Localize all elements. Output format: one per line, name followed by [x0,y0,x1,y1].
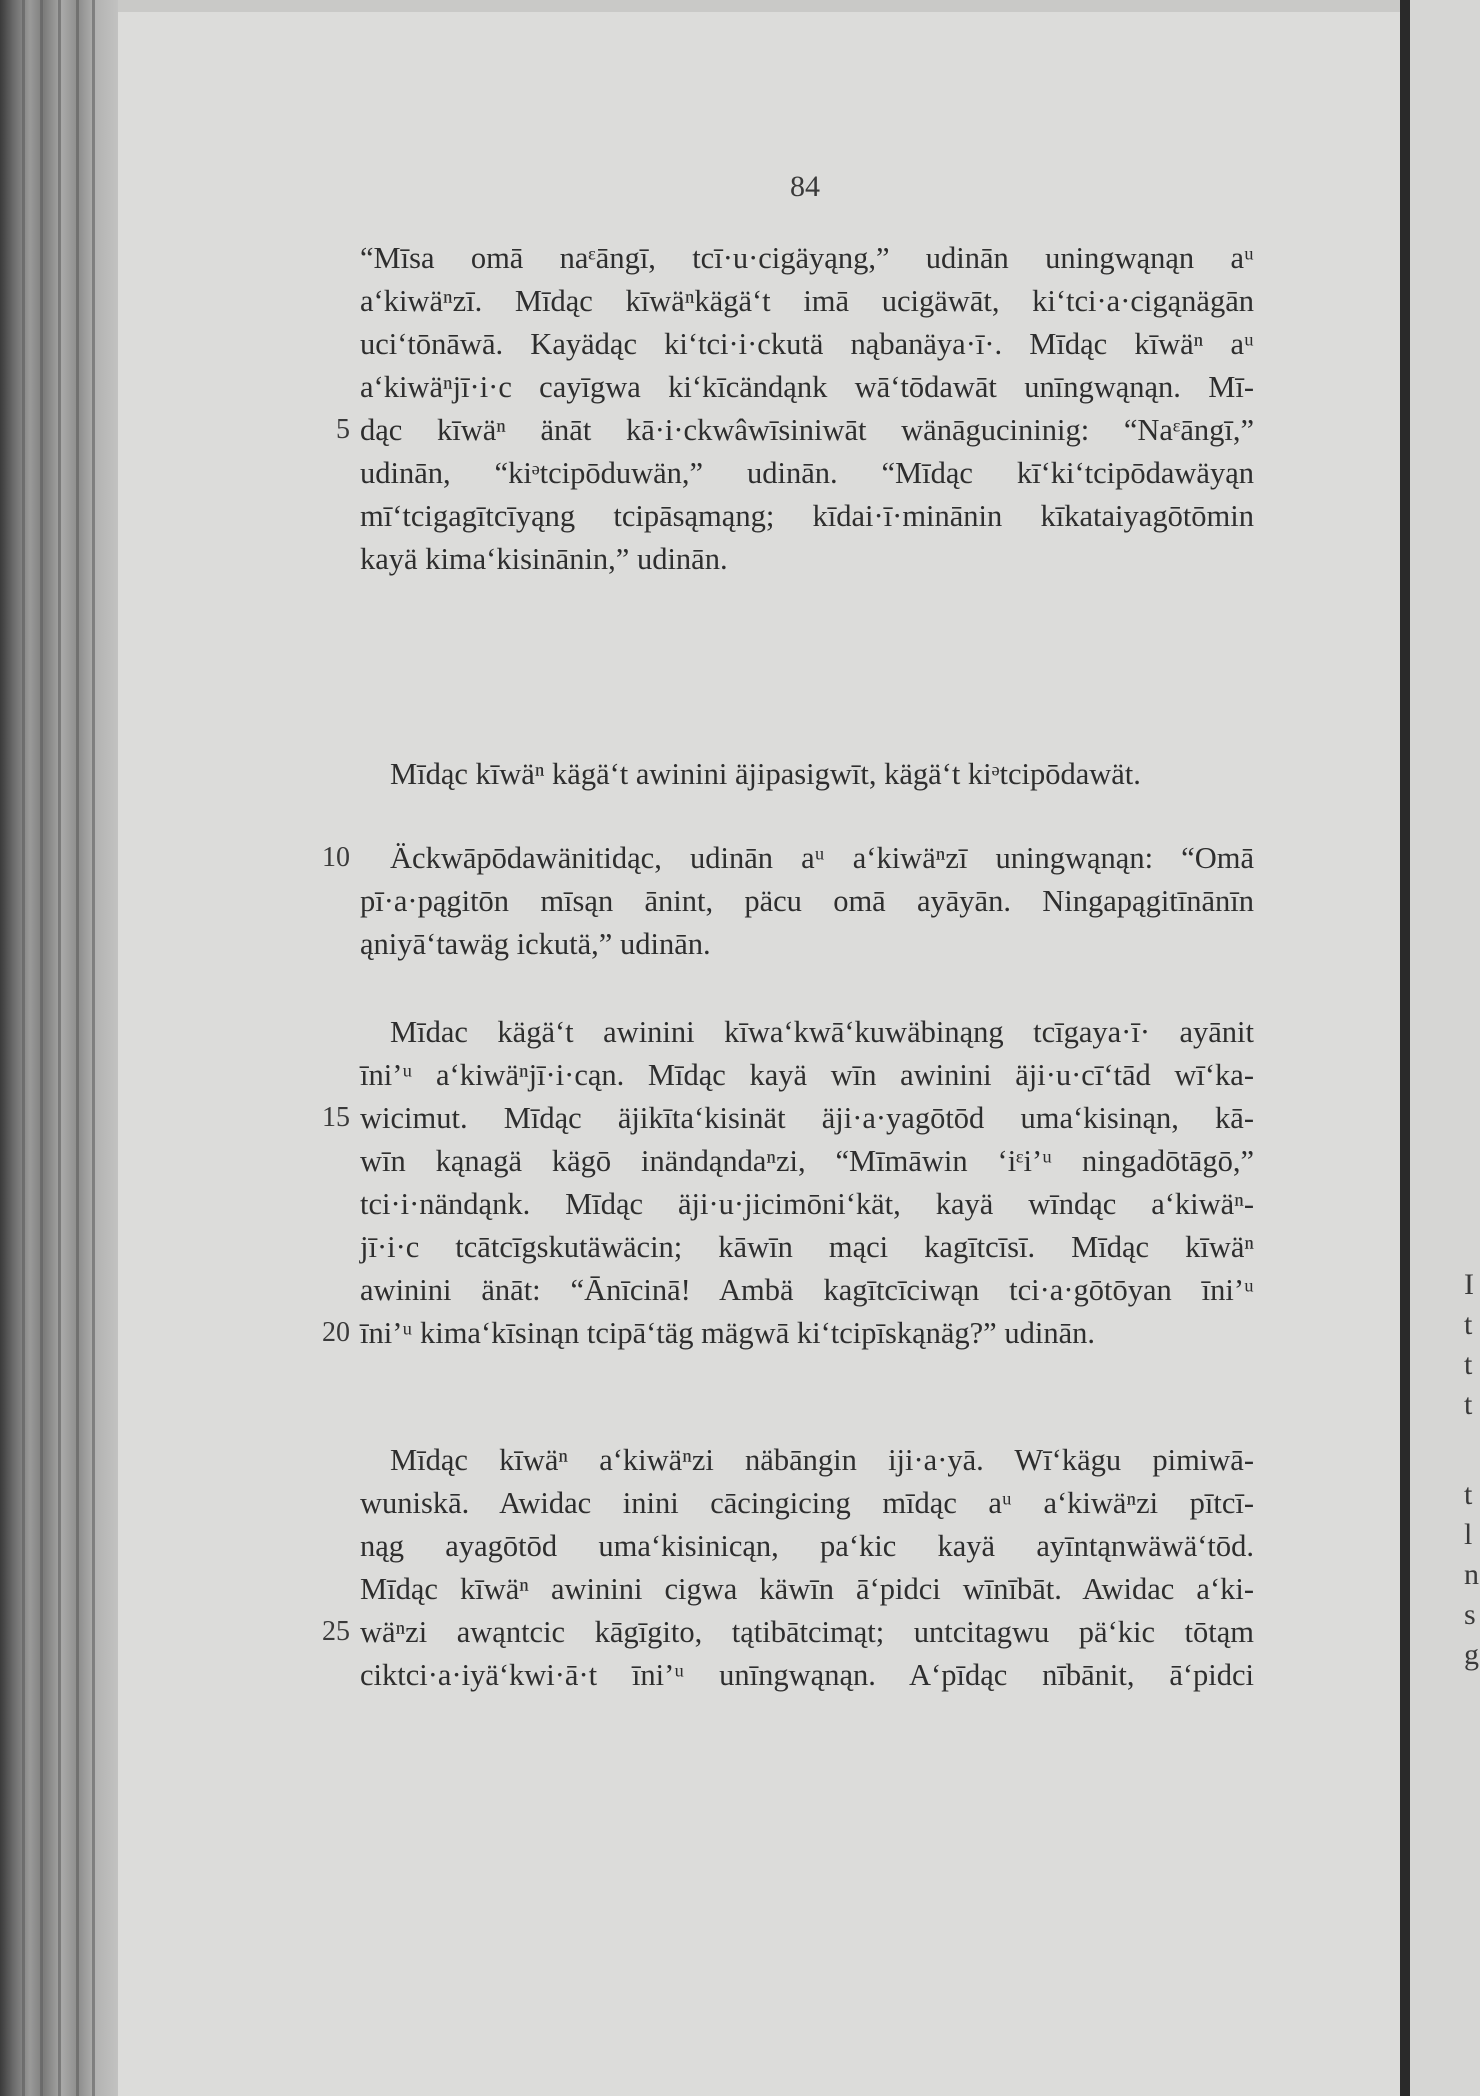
text-line: ąniyā‘tawäg ickutä,” udinān. [360,927,711,961]
facing-page-edge [1410,0,1480,2096]
facing-page-fragment: n [1464,1558,1479,1591]
line-number: 15 [322,1102,350,1133]
text-line: mī‘tcigagītcīyąng tcipāsąmąng; kīdai·ī·minānin kīkataiyagōtōmin [360,499,1254,533]
text-line: jī·i·c tcātcīgskutäwäcin; kāwīn mąci kagītcīsī. Mīdąc kīwäⁿ [360,1230,1254,1264]
text-line: a‘kiwäⁿzī. Mīdąc kīwäⁿkägä‘t imā ucigäwāt, ki‘tci·a·cigąnägān [360,284,1254,318]
gutter-line [92,0,95,2096]
facing-page-fragment: l [1464,1518,1473,1551]
text-line: wicimut. Mīdąc äjikīta‘kisinät äji·a·yagōtōd uma‘kisinąn, kā- [360,1101,1254,1135]
text-line: awinini änāt: “Ānīcinā! Ambä kagītcīciwąn tci·a·gōtōyan īni’ᵘ [360,1273,1254,1307]
facing-page-fragment: t [1464,1388,1473,1421]
book-gutter [0,0,118,2096]
facing-page-fragment: g [1464,1638,1479,1671]
text-line: pī·a·pągitōn mīsąn ānint, päcu omā ayāyān. Ningapągitīnānīn [360,884,1254,918]
text-line: ciktci·a·iyä‘kwi·ā·t īni’ᵘ unīngwąnąn. A‘pīdąc nībānit, ā‘pidci [360,1658,1254,1692]
text-line: īni’ᵘ kima‘kīsinąn tcipā‘täg mägwā ki‘tcipīskąnäg?” udinān. [360,1316,1095,1350]
line-number: 20 [322,1317,350,1348]
line-number: 25 [322,1616,350,1647]
gutter-line [40,0,43,2096]
gutter-line [76,0,79,2096]
text-line: Mīdąc kīwäⁿ a‘kiwäⁿzi näbāngin iji·a·yā. Wī‘kägu pimiwā- [390,1443,1254,1477]
text-line: Mīdąc kīwäⁿ kägä‘t awinini äjipasigwīt, kägä‘t kiᵊtcipōdawät. [390,757,1141,791]
text-line: wäⁿzi awąntcic kāgīgito, tątibātcimąt; untcitagwu pä‘kic tōtąm [360,1615,1254,1649]
text-line: udinān, “kiᵊtcipōduwän,” udinān. “Mīdąc kī‘ki‘tcipōdawäyąn [360,456,1254,490]
line-number: 5 [336,414,350,445]
text-line: “Mīsa omā naᵋāngī, tcī·u·cigäyąng,” udinān uningwąnąn aᵘ [360,241,1254,275]
facing-page-fragment: t [1464,1308,1473,1341]
text-line: a‘kiwäⁿjī·i·c cayīgwa ki‘kīcändąnk wā‘tōdawāt unīngwąnąn. Mī- [360,370,1254,404]
facing-page-fragment: I [1464,1268,1474,1301]
gutter-line [22,0,25,2096]
page-divider [1400,0,1410,2096]
text-line: dąc kīwäⁿ änāt kā·i·ckwâwīsiniwāt wänāgucininig: “Naᵋāngī,” [360,413,1254,447]
text-line: nąg ayagōtōd uma‘kisinicąn, pa‘kic kayä ayīntąnwäwä‘tōd. [360,1529,1254,1563]
line-number: 10 [322,842,350,873]
text-line: īni’ᵘ a‘kiwäⁿjī·i·cąn. Mīdąc kayä wīn awinini äji·u·cī‘tād wī‘ka- [360,1058,1254,1092]
text-line: uci‘tōnāwā. Kayädąc ki‘tci·i·ckutä nąbanäya·ī·. Mīdąc kīwäⁿ aᵘ [360,327,1254,361]
text-line: Mīdąc kīwäⁿ awinini cigwa käwīn ā‘pidci wīnībāt. Awidac a‘ki- [360,1572,1254,1606]
text-line: tci·i·nändąnk. Mīdąc äji·u·jicimōni‘kät, kayä wīndąc a‘kiwäⁿ- [360,1187,1254,1221]
text-line: Äckwāpōdawänitidąc, udinān aᵘ a‘kiwäⁿzī uningwąnąn: “Omā [390,841,1254,875]
page-number: 84 [790,170,820,203]
text-line: kayä kima‘kisinānin,” udinān. [360,542,728,576]
text-line: Mīdac kägä‘t awinini kīwa‘kwā‘kuwäbinąng tcīgaya·ī· ayānit [390,1015,1254,1049]
gutter-line [58,0,61,2096]
facing-page-fragment: t [1464,1478,1473,1511]
facing-page-fragment: s [1464,1598,1476,1631]
text-line: wuniskā. Awidac inini cācingicing mīdąc aᵘ a‘kiwäⁿzi pītcī- [360,1486,1254,1520]
facing-page-fragment: t [1464,1348,1473,1381]
text-line: wīn kąnagä kägō inändąndaⁿzi, “Mīmāwin ‘iᵋi’ᵘ ningadōtāgō,” [360,1144,1254,1178]
